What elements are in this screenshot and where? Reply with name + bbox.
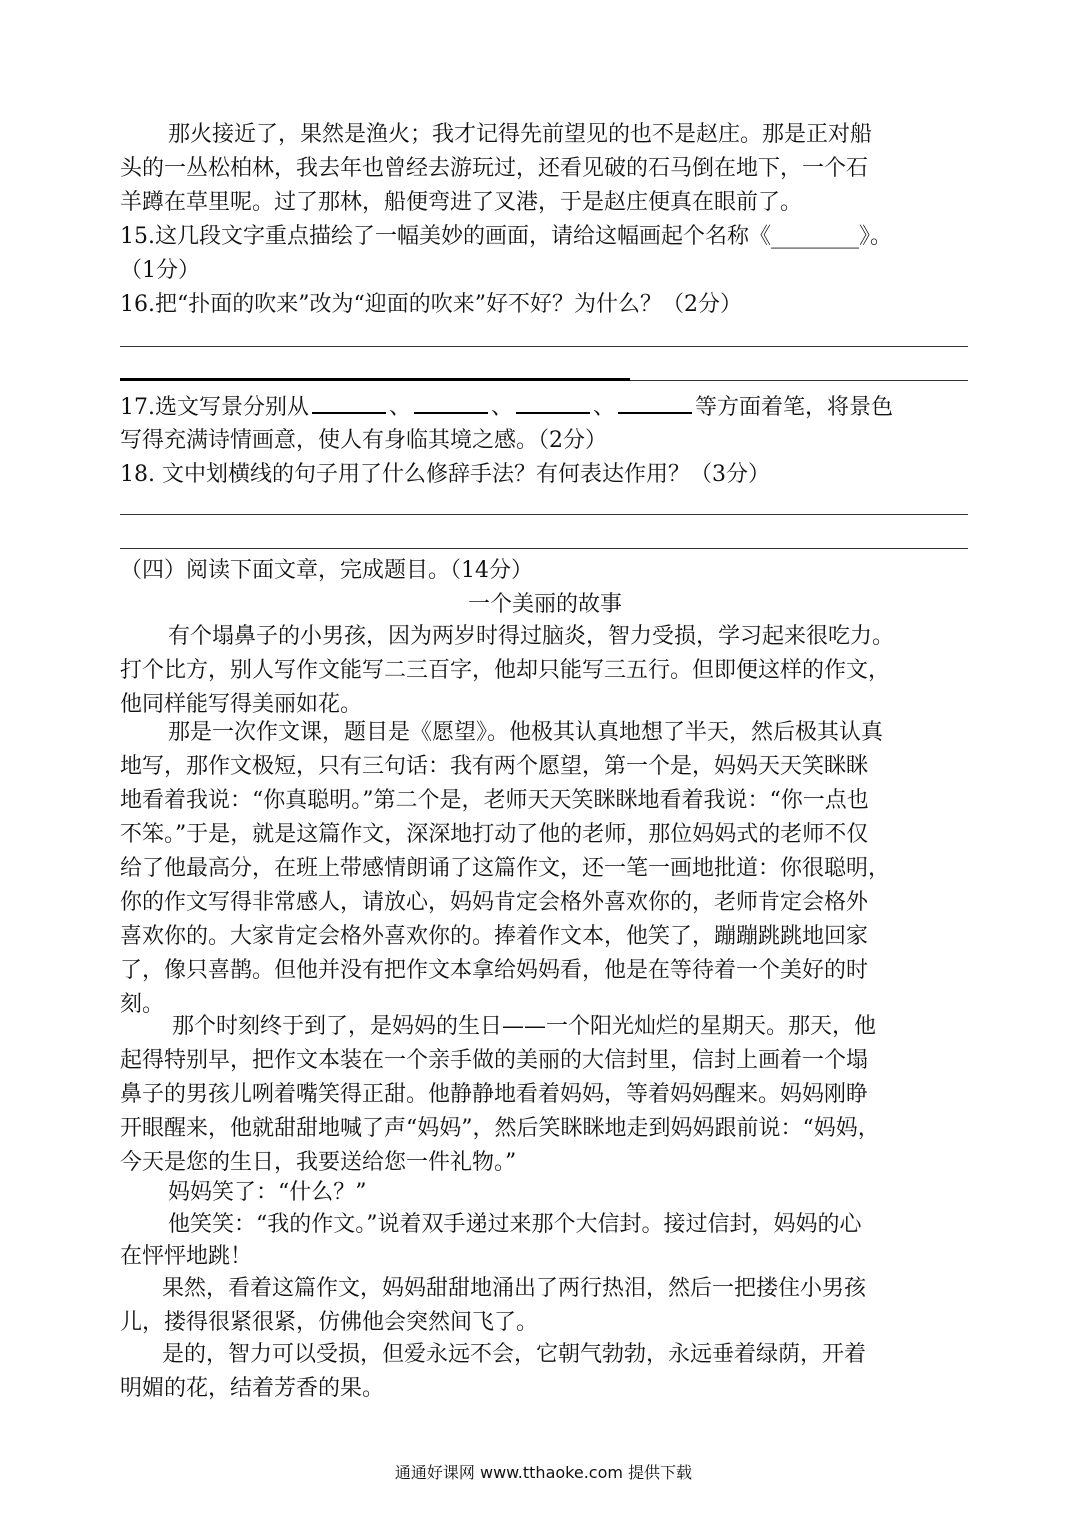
article-line: 那个时刻终于到了，是妈妈的生日——一个阳光灿烂的星期天。那天，他	[172, 1014, 877, 1039]
article-line: 儿，搂得很紧很紧，仿佛他会突然间飞了。	[120, 1310, 539, 1335]
question-15: 15.这几段文字重点描绘了一幅美妙的画面，请给这幅画起个名称《________》。	[120, 224, 892, 249]
article-line: 地写，那作文极短，只有三句话：我有两个愿望，第一个是，妈妈天天笑眯眯	[120, 754, 869, 779]
question-17-prefix: 17.选文写景分别从	[120, 395, 309, 420]
article-line: 有个塌鼻子的小男孩，因为两岁时得过脑炎，智力受损，学习起来很吃力。	[168, 624, 895, 649]
question-17-suffix: 等方面着笔，将景色	[695, 395, 894, 420]
footer-watermark: 通通好课网 www.tthaoke.com 提供下载	[394, 1463, 693, 1482]
article-line: 喜欢你的。大家肯定会格外喜欢你的。捧着作文本，他笑了，蹦蹦跳跳地回家	[120, 924, 869, 949]
answer-line[interactable]	[120, 346, 968, 347]
separator: 、	[389, 395, 412, 420]
answer-line[interactable]	[120, 514, 968, 515]
article-title: 一个美丽的故事	[467, 592, 622, 617]
passage-line: 羊蹲在草里呢。过了那林，船便弯进了叉港，于是赵庄便真在眼前了。	[120, 190, 803, 215]
article-line: 了，像只喜鹊。但他并没有把作文本拿给妈妈看，他是在等待着一个美好的时	[120, 958, 869, 983]
question-15-score: （1分）	[120, 258, 200, 283]
answer-blank[interactable]	[312, 390, 386, 414]
article-line: 果然，看着这篇作文，妈妈甜甜地涌出了两行热泪，然后一把搂住小男孩	[162, 1276, 867, 1301]
article-line: 明媚的花，结着芳香的果。	[120, 1376, 385, 1401]
article-line: 他同样能写得美丽如花。	[120, 692, 363, 717]
section-4-header: （四）阅读下面文章，完成题目。（14分）	[120, 558, 533, 583]
article-line: 不笨。”于是，就是这篇作文，深深地打动了他的老师，那位妈妈式的老师不仅	[120, 822, 869, 847]
answer-blank[interactable]	[414, 390, 488, 414]
question-16: 16.把“扑面的吹来”改为“迎面的吹来”好不好？为什么？（2分）	[120, 292, 742, 317]
passage-line: 头的一丛松柏林，我去年也曾经去游玩过，还看见破的石马倒在地下，一个石	[120, 156, 869, 181]
article-line: 地看着我说：“你真聪明。”第二个是，老师天天笑眯眯地看着我说：“你一点也	[120, 788, 869, 813]
separator: 、	[593, 395, 616, 420]
separator: 、	[491, 395, 514, 420]
article-line: 打个比方，别人写作文能写二三百字，他却只能写三五行。但即便这样的作文，	[120, 658, 891, 683]
answer-blank[interactable]	[516, 390, 590, 414]
article-line: 他笑笑：“我的作文。”说着双手递过来那个大信封。接过信封，妈妈的心	[168, 1212, 862, 1237]
article-line: 今天是您的生日，我要送给您一件礼物。”	[120, 1150, 517, 1175]
article-line: 妈妈笑了：“什么？”	[168, 1180, 367, 1205]
question-18: 18. 文中划横线的句子用了什么修辞手法？有何表达作用？（3分）	[120, 462, 770, 487]
passage-line: 那火接近了，果然是渔火；我才记得先前望见的也不是赵庄。那是正对船	[168, 122, 873, 147]
article-line: 刻。	[120, 992, 165, 1017]
article-line: 开眼醒来，他就甜甜地喊了声“妈妈”，然后笑眯眯地走到妈妈跟前说：“妈妈，	[120, 1116, 880, 1141]
underline-bar	[120, 378, 630, 381]
article-line: 起得特别早，把作文本装在一个亲手做的美丽的大信封里，信封上画着一个塌	[120, 1048, 869, 1073]
article-line: 给了他最高分，在班上带感情朗诵了这篇作文，还一笔一画地批道：你很聪明，	[120, 856, 891, 881]
question-17	[120, 390, 970, 425]
question-17-line2: 写得充满诗情画意，使人有身临其境之感。（2分）	[120, 428, 607, 453]
answer-blank[interactable]	[618, 390, 692, 414]
article-line: 在怦怦地跳！	[120, 1244, 253, 1269]
article-line: 是的，智力可以受损，但爱永远不会，它朝气勃勃，永远垂着绿荫，开着	[162, 1342, 867, 1367]
article-line: 那是一次作文课，题目是《愿望》。他极其认真地想了半天，然后极其认真	[168, 720, 884, 745]
article-line: 鼻子的男孩儿咧着嘴笑得正甜。他静静地看着妈妈，等着妈妈醒来。妈妈刚睁	[120, 1082, 869, 1107]
article-line: 你的作文写得非常感人，请放心，妈妈肯定会格外喜欢你的，老师肯定会格外	[120, 890, 869, 915]
answer-line[interactable]	[120, 548, 968, 549]
